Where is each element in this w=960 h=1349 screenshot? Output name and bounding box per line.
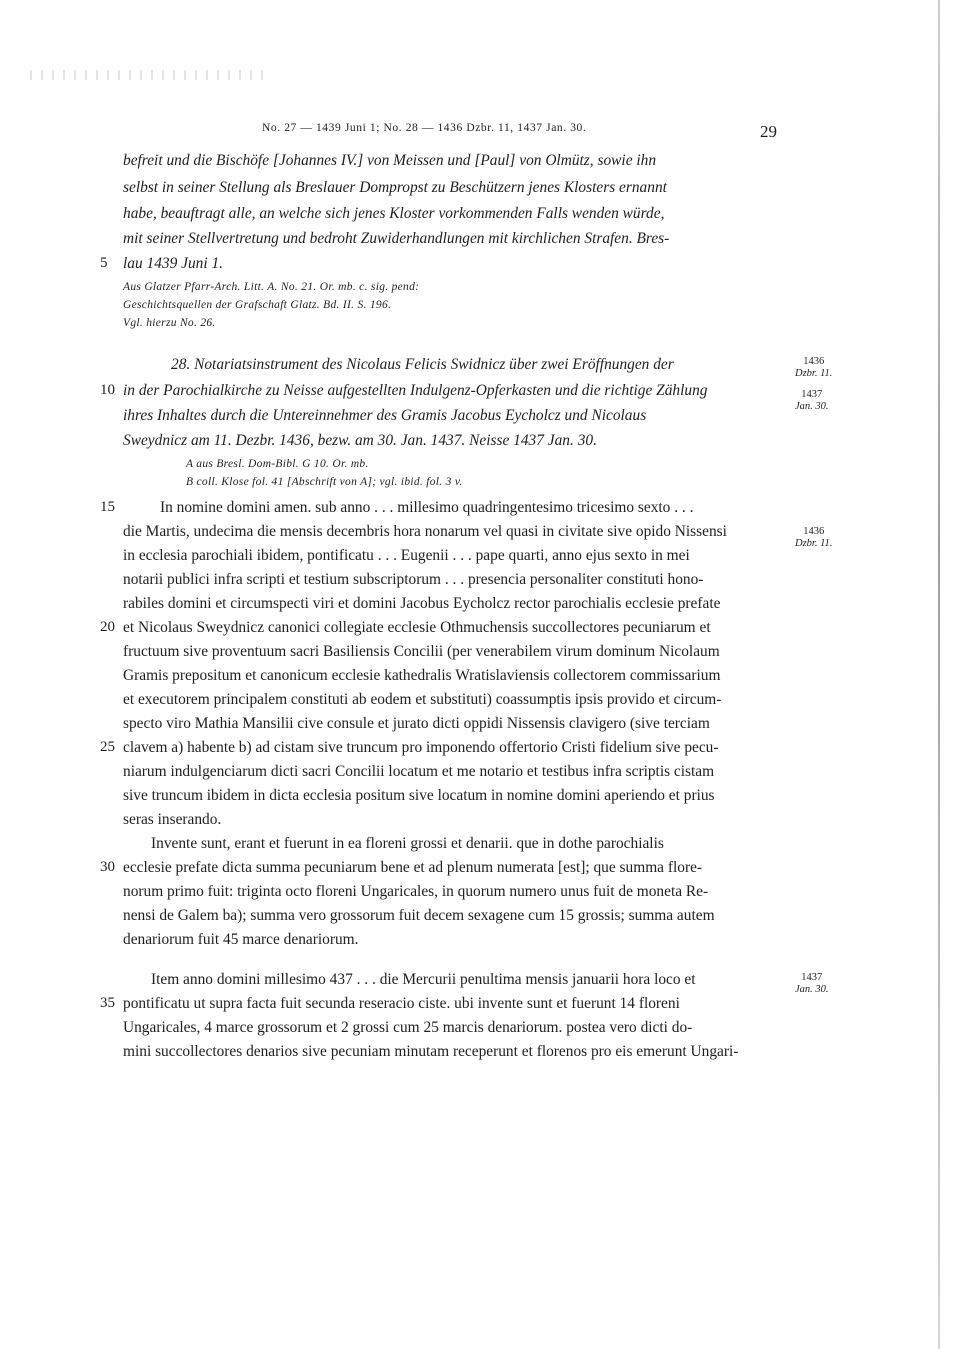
running-head: No. 27 — 1439 Juni 1; No. 28 — 1436 Dzbr. 11, 1437 Jan. 30. [262,122,587,134]
text-line: in der Parochialkirche zu Neisse aufgestellten Indulgenz-Opferkasten und die richtige Zählung [123,382,708,399]
margin-date-year: 1436 [803,526,825,537]
margin-date-month: Jan. 30. [795,984,829,995]
text-line: nensi de Galem ba); summa vero grossorum fuit decem sexagene cum 15 grossis; summa autem [123,907,715,924]
text-line: rabiles domini et circumspecti viri et domini Jacobus Eycholcz rector parochialis ecclesie prefate [123,595,721,612]
text-line: mini succollectores denarios sive pecuniam minutam receperunt et florenos pro eis emerunt Ungari- [123,1043,739,1060]
text-line: Geschichtsquellen der Grafschaft Glatz. Bd. II. S. 196. [123,299,392,311]
text-line: Invente sunt, erant et fuerunt in ea floreni grossi et denarii. que in dothe parochialis [151,835,664,852]
margin-date-month: Dzbr. 11. [795,368,833,379]
text-line: Gramis prepositum et canonicum ecclesie kathedralis Wratislaviensis collectorem commissarium [123,667,721,684]
text-line: fructuum sive proventuum sacri Basiliensis Concilii (per venerabilem virum dominum Nicolaum [123,643,720,660]
line-number: 35 [100,995,115,1011]
text-line: niarum indulgenciarum dicti sacri Concilii locatum et me notario et testibus infra scriptis cistam [123,763,715,780]
page-number: 29 [760,122,777,141]
text-line: sive truncum ibidem in dicta ecclesia positum sive locatum in nomine domini aperiendo et prius [123,787,715,804]
line-number: 20 [100,619,115,635]
line-number: 10 [100,382,115,398]
text-line: Sweydnicz am 11. Dezbr. 1436, bezw. am 30. Jan. 1437. Neisse 1437 Jan. 30. [123,432,597,449]
text-line: notarii publici infra scripti et testium subscriptorum . . . presencia personaliter constituti hono- [123,571,704,588]
line-number: 25 [100,739,115,755]
text-line: norum primo fuit: triginta octo floreni Ungaricales, in quorum numero unus fuit de moneta Re- [123,883,709,900]
text-line: denariorum fuit 45 marce denariorum. [123,931,359,948]
text-line: clavem a) habente b) ad cistam sive truncum pro imponendo offertorio Cristi fidelium sive pecu- [123,739,719,756]
text-line: pontificatu ut supra facta fuit secunda reseracio ciste. ubi invente sunt et fuerunt 14 floreni [123,995,680,1012]
text-line: lau 1439 Juni 1. [123,255,224,272]
text-line: habe, beauftragt alle, an welche sich jenes Kloster vorkommenden Falls wenden würde, [123,205,665,222]
text-line: in ecclesia parochiali ibidem, pontificatu . . . Eugenii . . . pape quarti, anno ejus sexto in mei [123,547,690,564]
text-line: B coll. Klose fol. 41 [Abschrift von A]; vgl. ibid. fol. 3 v. [186,476,463,488]
text-line: seras inserando. [123,811,222,828]
text-line: A aus Bresl. Dom-Bibl. G 10. Or. mb. [186,458,369,470]
text-line: Item anno domini millesimo 437 . . . die Mercurii penultima mensis januarii hora loco et [151,971,696,988]
margin-date-year: 1437 [801,389,823,400]
text-line: Ungaricales, 4 marce grossorum et 2 grossi cum 25 marcis denariorum. postea vero dicti do- [123,1019,693,1036]
scan-noise [30,70,270,80]
text-line: 28. Notariatsinstrument des Nicolaus Felicis Swidnicz über zwei Eröffnungen der [171,356,674,373]
margin-date [795,972,829,996]
text-line: ihres Inhaltes durch die Untereinnehmer des Gramis Jacobus Eycholcz und Nicolaus [123,407,647,424]
margin-date-year: 1437 [801,972,823,983]
margin-date-month: Dzbr. 11. [795,538,833,549]
margin-date [795,389,829,413]
line-number: 30 [100,859,115,875]
text-line: Aus Glatzer Pfarr-Arch. Litt. A. No. 21. Or. mb. c. sig. pend: [123,281,420,293]
text-line: In nomine domini amen. sub anno . . . millesimo quadringentesimo tricesimo sexto . . . [160,499,694,516]
line-number: 5 [100,255,108,271]
text-line: ecclesie prefate dicta summa pecuniarum bene et ad plenum numerata [est]; que summa flore- [123,859,703,876]
scan-edge-rule [938,0,940,1349]
text-line: die Martis, undecima die mensis decembris hora nonarum vel quasi in civitate sive opido Nissensi [123,523,727,540]
margin-date-month: Jan. 30. [795,401,829,412]
margin-date-year: 1436 [803,356,825,367]
text-line: selbst in seiner Stellung als Breslauer Dompropst zu Beschützern jenes Klosters ernannt [123,179,667,196]
text-line: specto viro Mathia Mansilii cive consule et jurato dicti oppidi Nissensis clavigero (sive terciam [123,715,710,732]
line-number: 15 [100,499,115,515]
text-line: Vgl. hierzu No. 26. [123,317,216,329]
margin-date [795,526,832,550]
margin-date [795,356,832,380]
text-line: et executorem principalem constituti ab eodem et substituti) coassumptis ipsis provido et circum- [123,691,722,708]
text-line: mit seiner Stellvertretung und bedroht Zuwiderhandlungen mit kirchlichen Strafen. Bres- [123,230,670,247]
text-line: befreit und die Bischöfe [Johannes IV.] von Meissen und [Paul] von Olmütz, sowie ihn [123,152,657,169]
text-line: et Nicolaus Sweydnicz canonici collegiate ecclesie Othmuchensis succollectores pecuniarum et [123,619,711,636]
